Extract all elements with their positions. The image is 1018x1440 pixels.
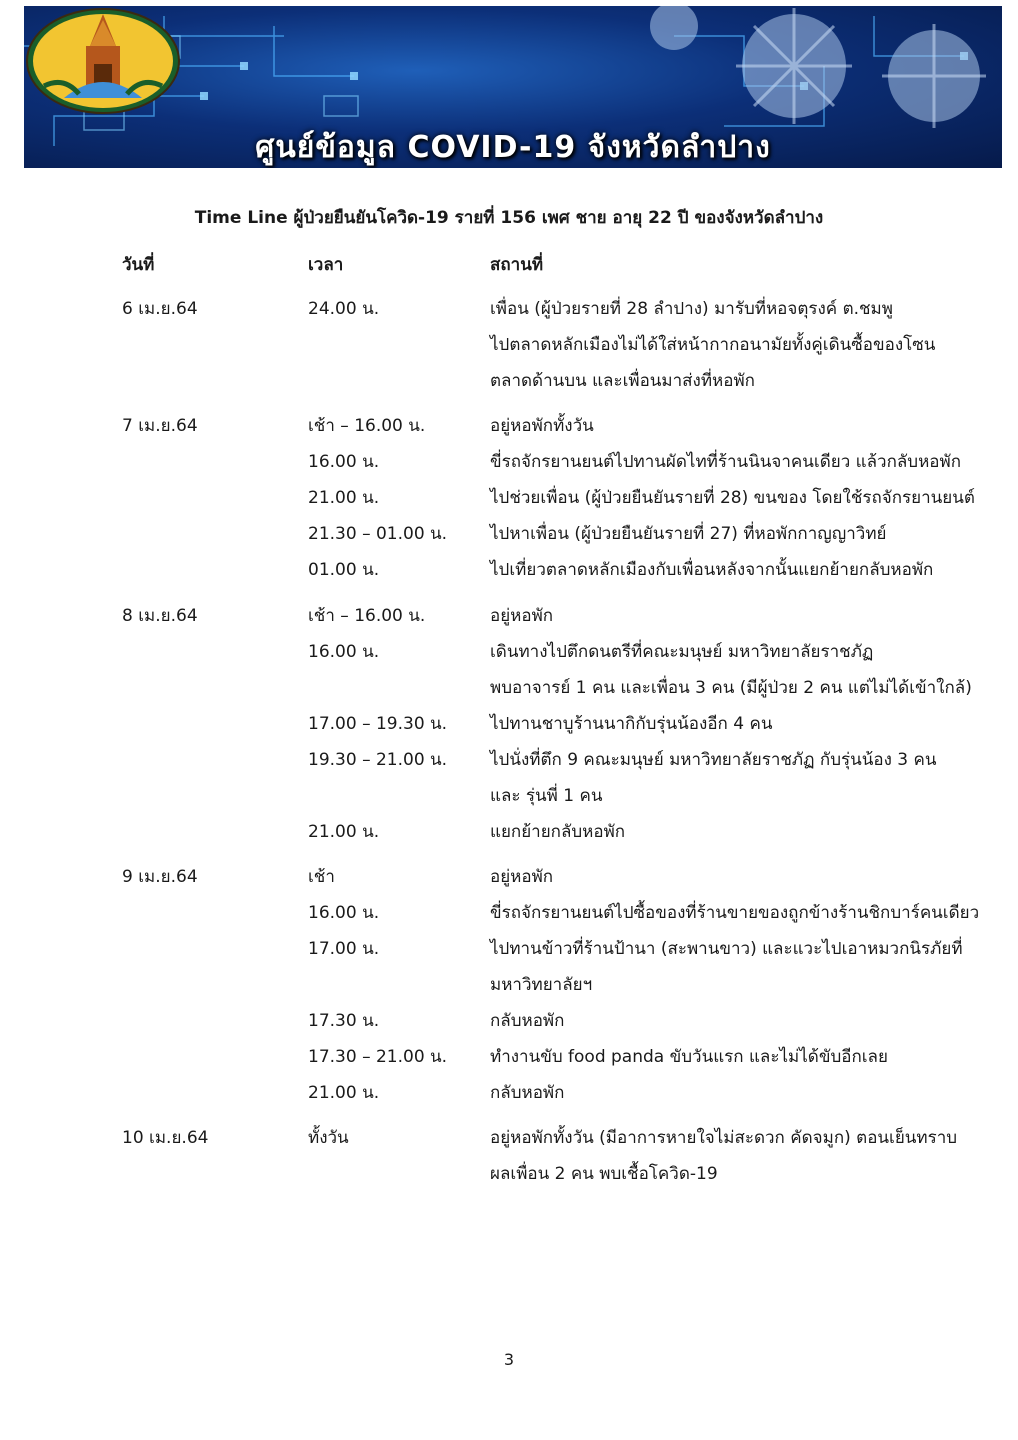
place-line: ขี่รถจักรยานยนต์ไปซื้อของที่ร้านขายของถูกข้างร้านชิกบาร์คนเดียว [490,903,980,923]
row-place [490,408,990,444]
place-line: มหาวิทยาลัยฯ [490,975,593,995]
table-row [0,859,1018,895]
row-place [490,480,990,516]
document-title: Time Line ผู้ป่วยยืนยันโควิด-19 รายที่ 156 เพศ ชาย อายุ 22 ปี ของจังหวัดลำปาง [194,208,824,228]
row-place [490,931,990,1003]
place-line: แยกย้ายกลับหอพัก [490,822,626,842]
table-row [0,1039,1018,1075]
place-line: ไปช่วยเพื่อน (ผู้ป่วยยืนยันรายที่ 28) ขนของ โดยใช้รถจักรยานยนต์ [490,488,975,508]
place-line: ไปตลาดหลักเมืองไม่ได้ใส่หน้ากากอนามัยทั้งคู่เดินซื้อของโซน [490,335,936,355]
day-group [0,291,1018,399]
place-line: อยู่หอพักทั้งวัน [490,416,594,436]
place-line: ไปเที่ยวตลาดหลักเมืองกับเพื่อนหลังจากนั้นแยกย้ายกลับหอพัก [490,560,934,580]
table-row [0,742,1018,814]
row-time: 17.00 น. [308,939,380,959]
row-place [490,706,990,742]
place-line: อยู่หอพักทั้งวัน (มีอาการหายใจไม่สะดวก คัดจมูก) ตอนเย็นทราบ [490,1128,958,1148]
place-line: เพื่อน (ผู้ป่วยรายที่ 28 ลำปาง) มารับที่หอจตุรงค์ ต.ชมพู [490,299,893,319]
row-place [490,516,990,552]
row-date: 10 เม.ย.64 [122,1128,209,1148]
row-place [490,1120,990,1192]
table-row [0,291,1018,399]
row-date: 6 เม.ย.64 [122,299,198,319]
row-time: เช้า – 16.00 น. [308,416,426,436]
table-row [0,1003,1018,1039]
row-time: เช้า – 16.00 น. [308,606,426,626]
place-line: พบอาจารย์ 1 คน และเพื่อน 3 คน (มีผู้ป่วย 2 คน แต่ไม่ได้เข้าใกล้) [490,678,972,698]
place-line: ไปทานชาบูร้านนากิกับรุ่นน้องอีก 4 คน [490,714,773,734]
place-line: กลับหอพัก [490,1083,565,1103]
table-row [0,1075,1018,1111]
row-time: 01.00 น. [308,560,380,580]
place-line: ไปหาเพื่อน (ผู้ป่วยยืนยันรายที่ 27) ที่หอพักกาญญาวิทย์ [490,524,887,544]
place-line: เดินทางไปตึกดนตรีที่คณะมนุษย์ มหาวิทยาลัยราชภัฏ [490,642,874,662]
header-place: สถานที่ [490,255,544,275]
row-place [490,291,990,399]
banner-title: ศูนย์ข้อมูล COVID-19 จังหวัดลำปาง [255,130,771,165]
header-date: วันที่ [122,255,155,275]
row-time: 21.30 – 01.00 น. [308,524,448,544]
table-row [0,516,1018,552]
row-place [490,1003,990,1039]
row-date: 9 เม.ย.64 [122,867,198,887]
row-place [490,742,990,814]
day-group [0,859,1018,1111]
row-time: 21.00 น. [308,1083,380,1103]
place-line: และ รุ่นพี่ 1 คน [490,786,603,806]
header-time: เวลา [308,255,344,275]
row-place [490,859,990,895]
table-row [0,552,1018,588]
day-group [0,408,1018,588]
row-date: 8 เม.ย.64 [122,606,198,626]
row-place [490,444,990,480]
place-line: ไปนั่งที่ตึก 9 คณะมนุษย์ มหาวิทยาลัยราชภัฏ กับรุ่นน้อง 3 คน [490,750,937,770]
table-row [0,444,1018,480]
row-place [490,552,990,588]
row-place [490,634,990,706]
row-time: 16.00 น. [308,642,380,662]
row-time: 17.30 – 21.00 น. [308,1047,448,1067]
table-row [0,814,1018,850]
lampang-seal-icon [24,6,182,116]
row-time: 21.00 น. [308,488,380,508]
table-row [0,931,1018,1003]
row-place [490,814,990,850]
row-date: 7 เม.ย.64 [122,416,198,436]
table-row [0,480,1018,516]
row-time: 21.00 น. [308,822,380,842]
row-place [490,895,990,931]
row-time: 17.30 น. [308,1011,380,1031]
place-line: ทำงานขับ food panda ขับวันแรก และไม่ได้ขับอีกเลย [490,1047,888,1067]
table-row [0,598,1018,634]
row-time: 24.00 น. [308,299,380,319]
place-line: ไปทานข้าวที่ร้านป้านา (สะพานขาว) และแวะไปเอาหมวกนิรภัยที่ [490,939,963,959]
row-time: 16.00 น. [308,903,380,923]
row-time: 17.00 – 19.30 น. [308,714,448,734]
day-group [0,598,1018,850]
row-time: 16.00 น. [308,452,380,472]
place-line: ตลาดด้านบน และเพื่อนมาส่งที่หอพัก [490,371,755,391]
header-banner [24,6,1002,168]
row-place [490,598,990,634]
row-place [490,1075,990,1111]
table-row [0,895,1018,931]
table-header [0,251,1018,277]
row-time: 19.30 – 21.00 น. [308,750,448,770]
place-line: ผลเพื่อน 2 คน พบเชื้อโควิด-19 [490,1164,718,1184]
row-time: เช้า [308,867,335,887]
page-number: 3 [503,1350,515,1369]
table-row [0,706,1018,742]
place-line: ขี่รถจักรยานยนต์ไปทานผัดไทที่ร้านนินจาคนเดียว แล้วกลับหอพัก [490,452,961,472]
day-group [0,1120,1018,1192]
place-line: อยู่หอพัก [490,606,554,626]
row-time: ทั้งวัน [308,1128,349,1148]
table-row [0,1120,1018,1192]
row-place [490,1039,990,1075]
place-line: อยู่หอพัก [490,867,554,887]
table-row [0,408,1018,444]
table-row [0,634,1018,706]
place-line: กลับหอพัก [490,1011,565,1031]
